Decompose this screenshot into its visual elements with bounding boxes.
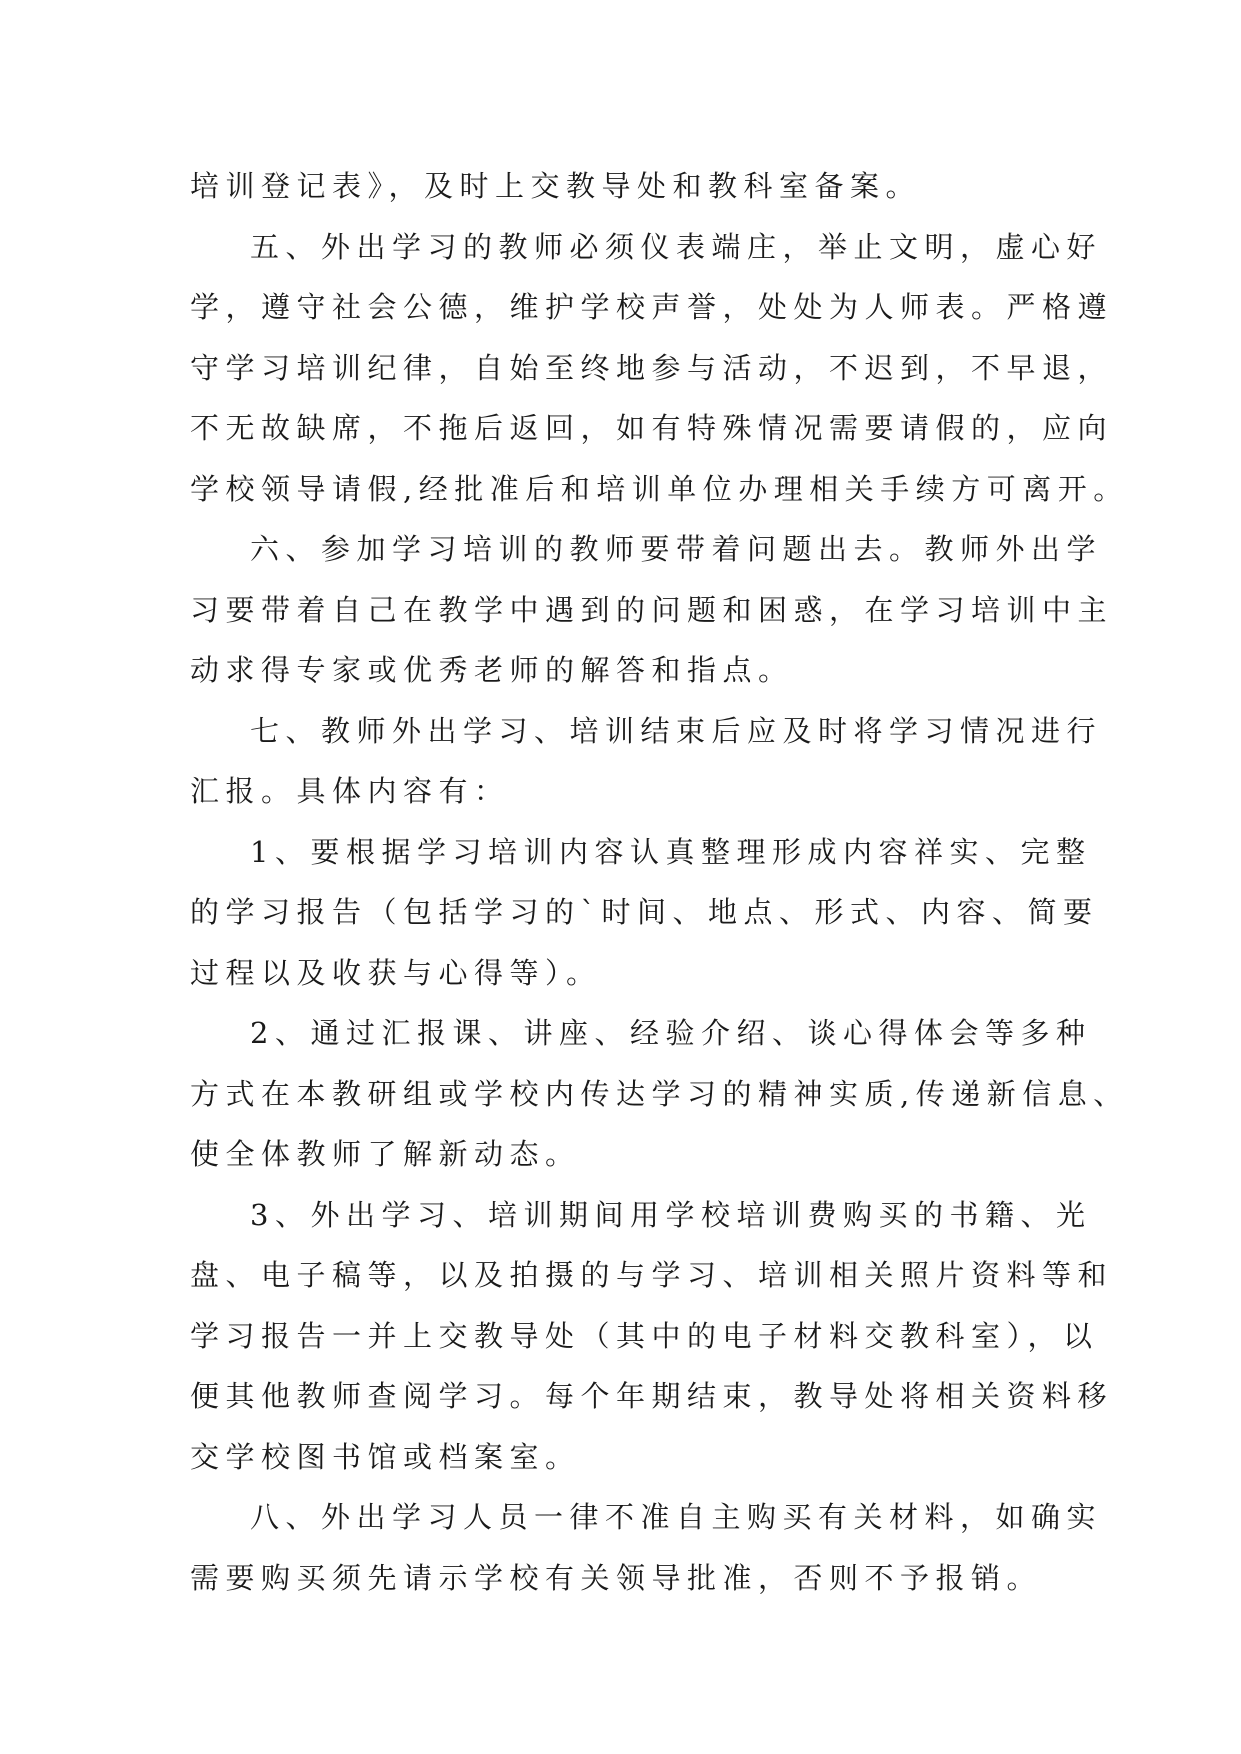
- text-line: 需要购买须先请示学校有关领导批准，否则不予报销。: [190, 1560, 1043, 1595]
- text-line: 3、外出学习、培训期间用学校培训费购买的书籍、光: [250, 1197, 1092, 1232]
- text-line: 五、外出学习的教师必须仪表端庄，举止文明，虚心好: [250, 229, 1103, 264]
- paragraph: [190, 1003, 1129, 1185]
- text-line: 培训登记表》，及时上交教导处和教科室备案。: [190, 169, 922, 203]
- text-line: 使全体教师了解新动态。: [190, 1137, 581, 1171]
- paragraph: [190, 519, 1114, 701]
- text-line: 方式在本教研组或学校内传达学习的精神实质,传递新信息、: [190, 1076, 1129, 1111]
- document-body: [190, 156, 1129, 1608]
- text-line: 的学习报告（包括学习的`时间、地点、形式、内容、简要: [190, 895, 1099, 929]
- text-line: 学，遵守社会公德，维护学校声誉，处处为人师表。严格遵: [190, 290, 1114, 324]
- text-line: 过程以及收获与心得等）。: [190, 955, 602, 990]
- paragraph: [190, 701, 1103, 822]
- paragraph: [190, 156, 1050, 217]
- text-line: 1、要根据学习培训内容认真整理形成内容祥实、完整: [250, 834, 1092, 869]
- text-line: 不无故缺席，不拖后返回，如有特殊情况需要请假的，应向: [190, 411, 1114, 445]
- text-line: 盘、电子稿等，以及拍摄的与学习、培训相关照片资料等和: [190, 1258, 1114, 1292]
- paragraph: [190, 217, 1129, 520]
- text-line: 七、教师外出学习、培训结束后应及时将学习情况进行: [250, 713, 1103, 748]
- text-line: 2、通过汇报课、讲座、经验介绍、谈心得体会等多种: [250, 1016, 1092, 1050]
- paragraph: [190, 822, 1099, 1004]
- text-line: 汇报。具体内容有：: [190, 774, 510, 808]
- text-line: 学校领导请假,经批准后和培训单位办理相关手续方可离开。: [190, 471, 1129, 506]
- paragraph: [190, 1487, 1103, 1608]
- text-line: 守学习培训纪律，自始至终地参与活动，不迟到，不早退，: [190, 350, 1114, 385]
- text-line: 八、外出学习人员一律不准自主购买有关材料，如确实: [250, 1500, 1103, 1534]
- text-line: 便其他教师查阅学习。每个年期结束，教导处将相关资料移: [190, 1379, 1114, 1413]
- text-line: 习要带着自己在教学中遇到的问题和困惑，在学习培训中主: [190, 592, 1114, 627]
- text-line: 学习报告一并上交教导处（其中的电子材料交教科室），以: [190, 1318, 1099, 1353]
- text-line: 交学校图书馆或档案室。: [190, 1439, 581, 1474]
- paragraph: [190, 1185, 1114, 1488]
- text-line: 动求得专家或优秀老师的解答和指点。: [190, 653, 794, 687]
- text-line: 六、参加学习培训的教师要带着问题出去。教师外出学: [250, 532, 1103, 566]
